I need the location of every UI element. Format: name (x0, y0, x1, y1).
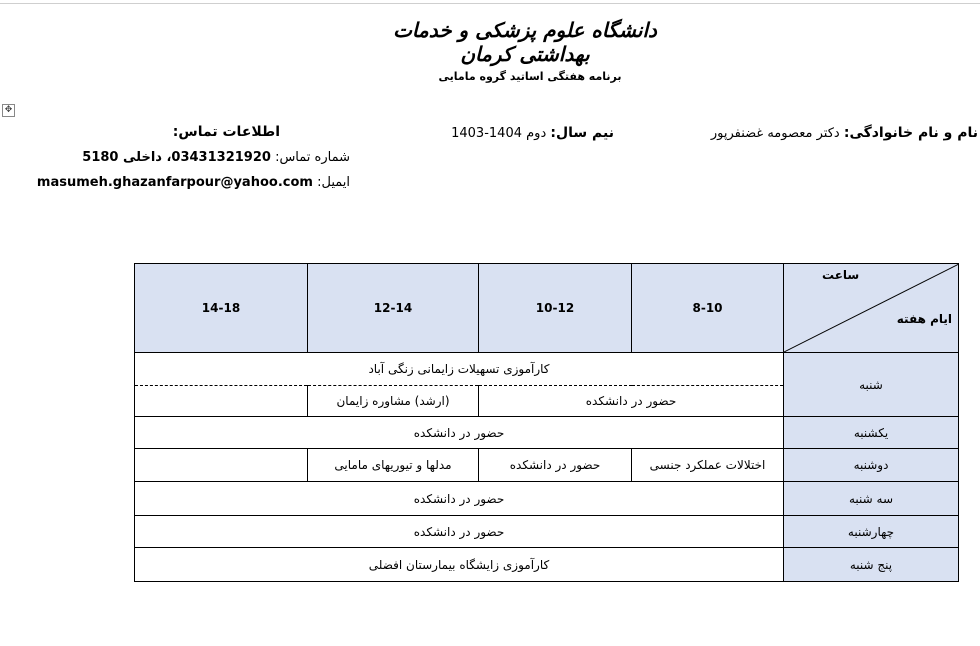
phone-label: شماره تماس: (275, 150, 350, 165)
slot-header-4: 14-18 (135, 264, 308, 353)
corner-diagonal (784, 264, 959, 352)
day-cell-thursday: پنج شنبه (784, 548, 959, 582)
name-field (711, 125, 978, 141)
saturday-top-cell: کارآموزی تسهیلات زایمانی زنگی آباد (135, 353, 784, 386)
phone-value: 03431321920، داخلی 5180 (82, 150, 271, 165)
monday-cell-2: حضور در دانشکده (479, 449, 632, 482)
day-cell-tuesday: سه شنبه (784, 482, 959, 516)
table-row (135, 353, 959, 386)
saturday-cell-1: حضور در دانشکده (479, 386, 784, 417)
table-row (135, 449, 959, 482)
semester-value: دوم 1404-1403 (451, 126, 547, 141)
email-value[interactable]: masumeh.ghazanfarpour@yahoo.com (36, 175, 313, 190)
slot-header-3: 12-14 (308, 264, 479, 353)
day-cell-wednesday: چهارشنبه (784, 516, 959, 548)
corner-header-cell (784, 264, 959, 353)
table-row (135, 417, 959, 449)
semester-label: نیم سال: (550, 125, 614, 141)
sunday-cell: حضور در دانشکده (135, 417, 784, 449)
day-cell-monday: دوشنبه (784, 449, 959, 482)
table-header-row (135, 264, 959, 353)
corner-days-label: ایام هفته (896, 312, 952, 326)
saturday-cell-2: (ارشد) مشاوره زایمان (308, 386, 479, 417)
contact-title: اطلاعات تماس: (172, 124, 280, 140)
corner-hour-label: ساعت (822, 268, 860, 282)
email-label: ایمیل: (317, 175, 350, 190)
table-move-handle-icon[interactable]: ✥ (2, 104, 15, 117)
weekly-schedule-table (134, 263, 959, 582)
monday-cell-4 (135, 449, 308, 482)
table-row (135, 482, 959, 516)
wednesday-cell: حضور در دانشکده (135, 516, 784, 548)
day-cell-saturday: شنبه (784, 353, 959, 417)
name-value: دکتر معصومه غضنفرپور (710, 126, 840, 141)
monday-cell-1: اختلالات عملکرد جنسی (632, 449, 784, 482)
name-label: نام و نام خانوادگی: (843, 125, 978, 141)
saturday-cell-3 (135, 386, 308, 417)
table-row (135, 548, 959, 582)
university-name: دانشگاه علوم پزشکی و خدمات بهداشتی کرمان (393, 18, 657, 66)
semester-field (451, 125, 614, 141)
phone-field (82, 150, 350, 165)
tuesday-cell: حضور در دانشکده (135, 482, 784, 516)
day-cell-sunday: یکشنبه (784, 417, 959, 449)
page-subtitle: برنامه هفتگی اساتید گروه مامایی (438, 70, 622, 83)
monday-cell-3: مدلها و تیوریهای مامایی (308, 449, 479, 482)
thursday-cell: کارآموزی زایشگاه بیمارستان افضلی (135, 548, 784, 582)
page-top-border (0, 3, 980, 4)
email-field (37, 175, 350, 190)
slot-header-2: 10-12 (479, 264, 632, 353)
slot-header-1: 8-10 (632, 264, 784, 353)
table-row (135, 516, 959, 548)
